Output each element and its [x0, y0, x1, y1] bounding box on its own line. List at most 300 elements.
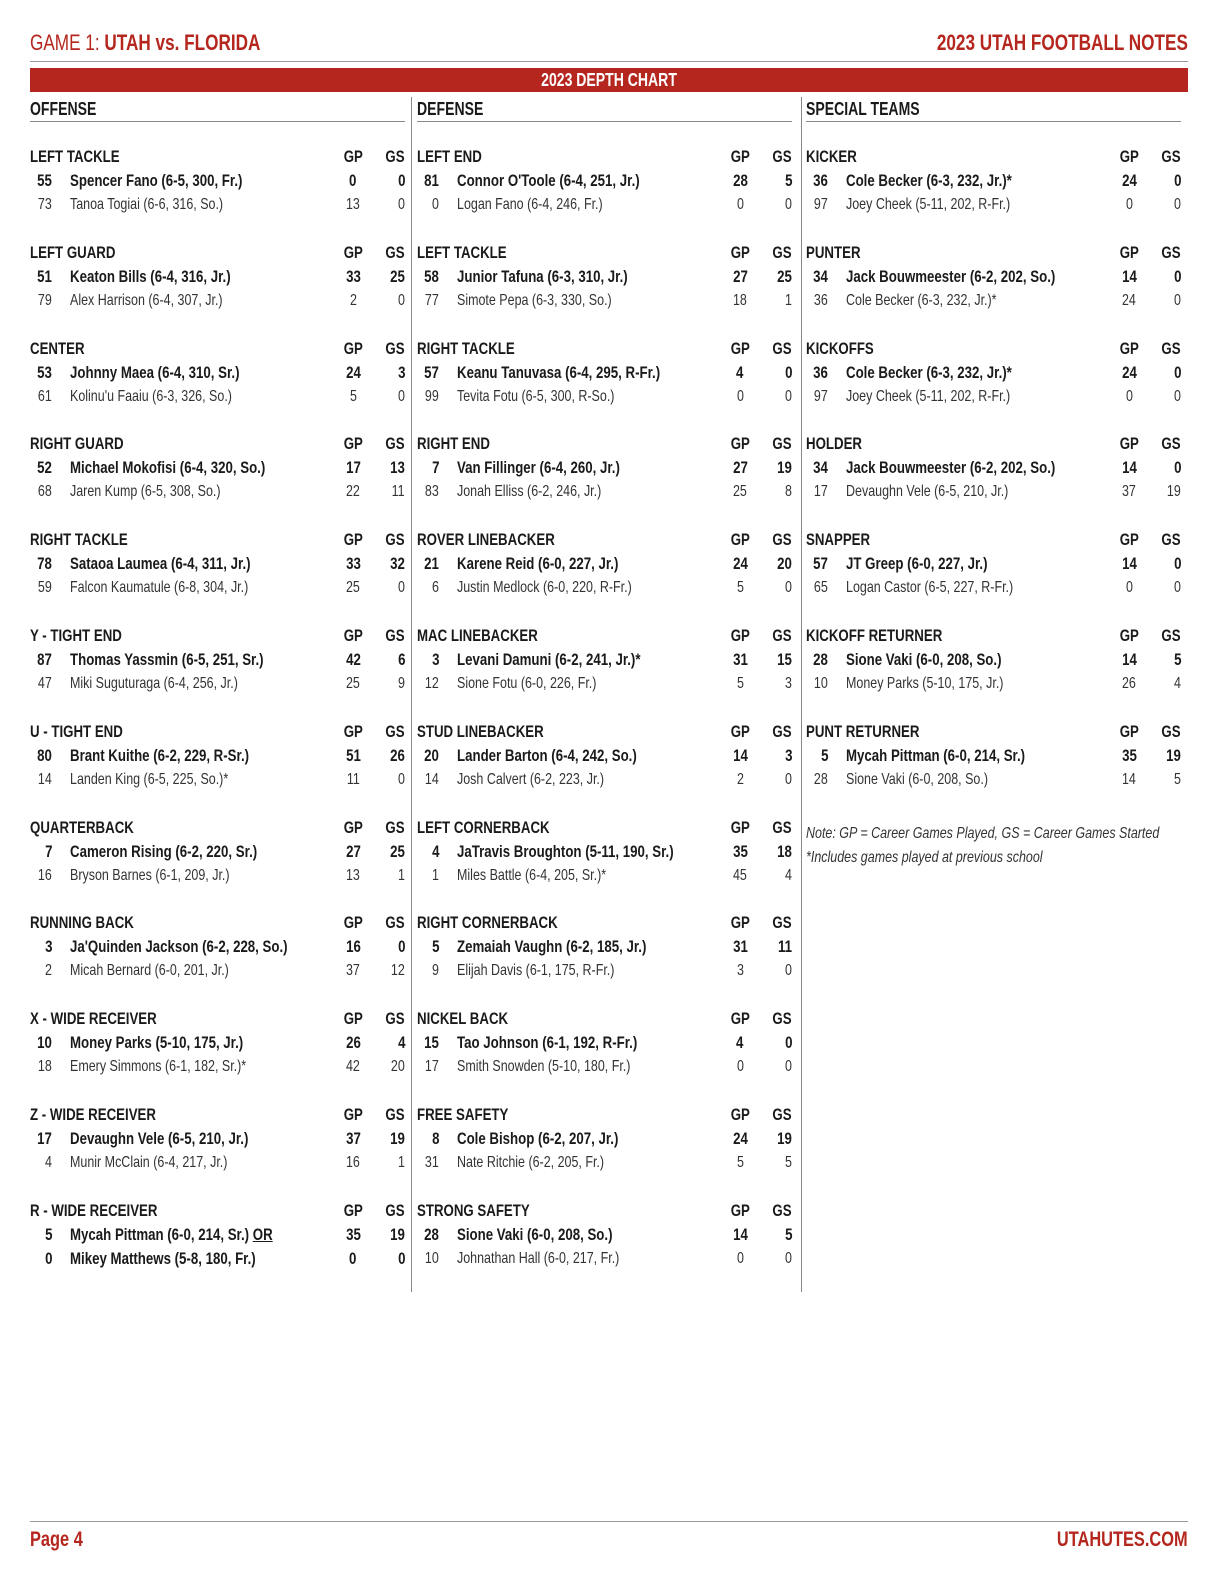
- games-started-cell: [767, 1055, 792, 1079]
- games-played: 27: [732, 458, 748, 478]
- games-played-cell: [340, 385, 366, 409]
- games-started-cell: [380, 1055, 405, 1079]
- position-label: FREE SAFETY: [417, 1105, 509, 1124]
- gs-label: GS: [385, 434, 405, 454]
- games-started-cell: [380, 169, 405, 193]
- position-label-cell: [417, 1007, 534, 1031]
- games-started-cell: [1156, 480, 1181, 504]
- games-started-cell: [767, 1247, 792, 1271]
- player-name-cell: [70, 385, 278, 409]
- games-started: 0: [785, 1058, 792, 1076]
- player-name: Brant Kuithe (6-2, 229, R-Sr.): [70, 745, 250, 765]
- games-played-cell: [340, 456, 366, 480]
- backup-row: [806, 576, 1181, 600]
- jersey-number: 0: [432, 196, 439, 213]
- jersey-number: 28: [424, 1224, 439, 1244]
- games-played-cell: [340, 193, 366, 217]
- games-started: 0: [1173, 458, 1181, 478]
- gs-label-cell: [380, 145, 405, 169]
- jersey-number: 34: [813, 458, 828, 478]
- games-played-cell: [727, 1031, 753, 1055]
- gp-label-cell: [727, 816, 753, 840]
- gp-label-cell: [727, 624, 753, 648]
- position-group: [417, 720, 792, 792]
- games-started: 0: [1173, 266, 1181, 286]
- gs-label-cell: [1156, 432, 1181, 456]
- games-played: 13: [346, 196, 360, 213]
- games-played-cell: [727, 193, 753, 217]
- gs-label: GS: [1161, 434, 1181, 454]
- position-header: [806, 145, 1181, 169]
- games-played-cell: [1116, 289, 1142, 313]
- player-name-cell: [70, 1031, 292, 1055]
- gp-label-cell: [340, 624, 366, 648]
- jersey-number: 97: [814, 387, 828, 405]
- games-started-cell: [767, 456, 792, 480]
- gp-label: GP: [730, 530, 750, 550]
- games-started-cell: [1156, 385, 1181, 409]
- games-started-cell: [767, 672, 792, 696]
- player-name: Michael Mokofisi (6-4, 320, So.): [70, 458, 266, 478]
- jersey-number-cell: [30, 864, 52, 888]
- jersey-number-cell: [806, 480, 828, 504]
- player-name: Emery Simmons (6-1, 182, Sr.)*: [70, 1058, 247, 1076]
- backup-row: [806, 672, 1181, 696]
- jersey-number-cell: [417, 648, 439, 672]
- player-name-cell: [457, 1127, 664, 1151]
- games-started-cell: [380, 1247, 405, 1271]
- jersey-number-cell: [30, 935, 52, 959]
- games-started: 4: [785, 866, 792, 884]
- player-name-cell: [457, 552, 664, 576]
- player-name-cell: [457, 361, 717, 385]
- position-label: RUNNING BACK: [30, 913, 134, 933]
- games-started-cell: [767, 361, 792, 385]
- position-header: [30, 1007, 405, 1031]
- player-name-cell: [457, 840, 735, 864]
- games-played: 4: [736, 362, 744, 382]
- gp-label-cell: [340, 1007, 366, 1031]
- position-group: [806, 432, 1181, 504]
- player-name-cell: [846, 672, 1048, 696]
- position-group: [417, 432, 792, 504]
- player-name-cell: [70, 935, 349, 959]
- games-played: 16: [345, 937, 361, 957]
- jersey-number: 80: [37, 745, 52, 765]
- jersey-number: 18: [38, 1058, 52, 1076]
- position-label-cell: [30, 1199, 193, 1223]
- games-started-cell: [380, 840, 405, 864]
- starter-row: [417, 1127, 792, 1151]
- position-header: [417, 528, 792, 552]
- games-started-cell: [767, 840, 792, 864]
- gp-label-cell: [727, 528, 753, 552]
- banner-title: 2023 DEPTH CHART: [541, 70, 677, 90]
- gp-label: GP: [730, 147, 750, 166]
- gs-label-cell: [767, 337, 792, 361]
- jersey-number: 81: [424, 171, 439, 190]
- games-played-cell: [340, 1247, 366, 1271]
- games-played-cell: [727, 864, 753, 888]
- gs-label: GS: [772, 147, 792, 166]
- jersey-number: 73: [38, 196, 52, 213]
- starter-row: [30, 552, 405, 576]
- gs-label-cell: [380, 720, 405, 744]
- games-played: 28: [732, 171, 748, 190]
- position-label: RIGHT GUARD: [30, 434, 124, 454]
- games-started: 1: [398, 1154, 405, 1171]
- games-played-cell: [727, 1127, 753, 1151]
- position-header: [417, 145, 792, 169]
- jersey-number-cell: [30, 552, 52, 576]
- games-played-cell: [727, 480, 753, 504]
- position-label: RIGHT CORNERBACK: [417, 913, 558, 933]
- jersey-number: 2: [45, 962, 52, 980]
- gp-label: GP: [343, 1009, 363, 1029]
- jersey-number: 0: [44, 1248, 52, 1268]
- games-played: 22: [346, 483, 360, 501]
- gs-label: GS: [772, 530, 792, 550]
- backup-row: [806, 768, 1181, 792]
- games-started-cell: [767, 193, 792, 217]
- games-started: 3: [397, 362, 405, 382]
- gp-label-cell: [727, 1007, 753, 1031]
- games-started-cell: [767, 576, 792, 600]
- games-started: 19: [1167, 483, 1181, 501]
- games-played: 25: [733, 483, 747, 501]
- games-started: 0: [784, 362, 792, 382]
- position-group: [30, 1103, 405, 1175]
- position-header: [806, 241, 1181, 265]
- position-label-cell: [417, 816, 587, 840]
- games-played: 5: [349, 387, 357, 405]
- games-started: 0: [1174, 196, 1181, 213]
- jersey-number-cell: [417, 768, 439, 792]
- games-started-cell: [767, 552, 792, 576]
- games-played: 26: [1122, 675, 1136, 692]
- player-name-cell: [457, 193, 644, 217]
- games-played: 37: [1122, 483, 1136, 501]
- player-name: Landen King (6-5, 225, So.)*: [70, 770, 229, 788]
- games-started-cell: [1156, 289, 1181, 313]
- jersey-number-cell: [417, 361, 439, 385]
- games-played: 2: [349, 291, 357, 309]
- gs-label: GS: [385, 1105, 405, 1124]
- gp-label: GP: [730, 1200, 750, 1220]
- games-started-cell: [380, 385, 405, 409]
- gp-label-cell: [340, 911, 366, 935]
- backup-row: [806, 480, 1181, 504]
- games-played-cell: [1116, 361, 1142, 385]
- games-started-cell: [380, 768, 405, 792]
- note-gp-gs: Note: GP = Career Games Played, GS = Career Games Started: [806, 825, 1160, 842]
- gs-label: GS: [385, 242, 405, 262]
- jersey-number: 9: [432, 962, 439, 980]
- position-label-cell: [806, 528, 888, 552]
- gp-label-cell: [727, 241, 753, 265]
- player-name: Cole Bishop (6-2, 207, Jr.): [457, 1129, 619, 1148]
- games-started-cell: [767, 385, 792, 409]
- games-played-cell: [1116, 385, 1142, 409]
- gs-label: GS: [1161, 721, 1181, 741]
- games-played: 11: [346, 770, 360, 788]
- gs-label-cell: [380, 1199, 405, 1223]
- gs-label: GS: [1161, 626, 1181, 645]
- position-label-cell: [417, 624, 572, 648]
- games-started: 12: [391, 962, 405, 980]
- games-started: 0: [398, 291, 405, 309]
- position-group: [417, 911, 792, 983]
- jersey-number-cell: [30, 840, 52, 864]
- games-started-cell: [380, 193, 405, 217]
- games-played: 37: [346, 962, 360, 980]
- bottom-divider: [30, 1521, 1188, 1522]
- player-name-cell: [70, 648, 318, 672]
- games-started: 0: [398, 196, 405, 213]
- games-played: 17: [345, 458, 361, 478]
- jersey-number-cell: [30, 1223, 52, 1247]
- starter-row: [806, 552, 1181, 576]
- gp-label-cell: [727, 911, 753, 935]
- player-name-cell: [846, 768, 1028, 792]
- games-started-cell: [1156, 456, 1181, 480]
- position-label-cell: [417, 720, 579, 744]
- position-label: PUNTER: [806, 242, 861, 262]
- jersey-number: 7: [431, 458, 439, 478]
- games-started: 9: [398, 675, 405, 692]
- games-started: 6: [397, 650, 405, 669]
- games-played: 33: [345, 554, 361, 574]
- position-header: [417, 1007, 792, 1031]
- position-header: [30, 911, 405, 935]
- games-played-cell: [727, 744, 753, 768]
- position-label-cell: [806, 432, 878, 456]
- position-header: [30, 816, 405, 840]
- gs-label: GS: [772, 434, 792, 454]
- jersey-number-cell: [30, 361, 52, 385]
- jersey-number-cell: [417, 1247, 439, 1271]
- game-label: [30, 30, 325, 56]
- games-played: 27: [345, 841, 361, 861]
- jersey-number-cell: [417, 1127, 439, 1151]
- gs-label-cell: [1156, 145, 1181, 169]
- player-name: Jonah Elliss (6-2, 246, Jr.): [457, 483, 602, 501]
- jersey-number: 7: [44, 841, 52, 861]
- player-name-cell: [457, 265, 676, 289]
- games-played: 24: [732, 554, 748, 574]
- gp-label-cell: [727, 720, 753, 744]
- jersey-number-cell: [417, 1055, 439, 1079]
- games-played-cell: [340, 840, 366, 864]
- games-started: 11: [392, 483, 405, 501]
- position-label-cell: [417, 241, 532, 265]
- player-name: Simote Pepa (6-3, 330, So.): [457, 291, 612, 309]
- games-started-cell: [1156, 672, 1181, 696]
- position-label: LEFT TACKLE: [30, 147, 120, 166]
- player-name: Alex Harrison (6-4, 307, Jr.): [70, 291, 223, 309]
- games-started: 5: [1174, 770, 1181, 788]
- games-started: 0: [398, 387, 405, 405]
- position-header: [417, 241, 792, 265]
- player-name: Cole Becker (6-3, 232, Jr.)*: [846, 362, 1012, 382]
- gp-label-cell: [340, 816, 366, 840]
- gs-label-cell: [1156, 528, 1181, 552]
- player-name-cell: [457, 768, 646, 792]
- jersey-number-cell: [417, 935, 439, 959]
- player-name: Johnathan Hall (6-0, 217, Fr.): [457, 1249, 620, 1267]
- games-played-cell: [340, 480, 366, 504]
- position-label: LEFT CORNERBACK: [417, 817, 550, 837]
- gs-label-cell: [767, 1103, 792, 1127]
- starter-row: [417, 361, 792, 385]
- gp-label-cell: [1116, 528, 1142, 552]
- games-started-cell: [767, 480, 792, 504]
- gs-label: GS: [385, 626, 405, 645]
- games-started: 4: [397, 1033, 405, 1053]
- jersey-number: 87: [37, 650, 52, 669]
- games-played-cell: [727, 1055, 753, 1079]
- games-started-cell: [380, 361, 405, 385]
- games-played-cell: [727, 169, 753, 193]
- player-name: Elijah Davis (6-1, 175, R-Fr.): [457, 962, 615, 980]
- jersey-number-cell: [30, 1127, 52, 1151]
- jersey-number: 52: [37, 458, 52, 478]
- gs-label: GS: [385, 530, 405, 550]
- player-name-cell: [846, 744, 1076, 768]
- games-started-cell: [767, 935, 792, 959]
- player-name-cell: [846, 385, 1056, 409]
- player-name-cell: [457, 1247, 665, 1271]
- position-label: X - WIDE RECEIVER: [30, 1009, 157, 1029]
- player-name: Jaren Kump (6-5, 308, So.): [70, 483, 221, 501]
- player-name-cell: [70, 672, 285, 696]
- website-text[interactable]: UTAHUTES.COM: [1057, 1528, 1188, 1551]
- games-started-cell: [1156, 552, 1181, 576]
- games-played: 14: [1121, 458, 1137, 478]
- games-started: 5: [784, 1224, 792, 1244]
- jersey-number: 61: [38, 387, 52, 405]
- games-played: 14: [1121, 554, 1137, 574]
- backup-row: [417, 768, 792, 792]
- jersey-number: 5: [820, 745, 828, 765]
- games-started: 0: [397, 937, 405, 957]
- player-name: Money Parks (5-10, 175, Jr.): [846, 675, 1004, 692]
- games-played-cell: [1116, 552, 1142, 576]
- gs-label: GS: [385, 338, 405, 358]
- gp-label: GP: [730, 242, 750, 262]
- games-started-cell: [767, 289, 792, 313]
- position-label-cell: [417, 1103, 534, 1127]
- gs-label-cell: [767, 816, 792, 840]
- games-started: 19: [777, 458, 792, 478]
- backup-row: [417, 1055, 792, 1079]
- position-label-cell: [30, 720, 149, 744]
- games-played-cell: [340, 672, 366, 696]
- games-played: 14: [732, 745, 748, 765]
- gp-label: GP: [343, 626, 363, 645]
- player-name-cell: [70, 768, 273, 792]
- player-name-cell: [457, 576, 681, 600]
- player-name-cell: [457, 959, 659, 983]
- gs-label: GS: [1161, 147, 1181, 166]
- games-started: 0: [397, 1248, 405, 1268]
- games-played: 5: [736, 1154, 744, 1171]
- jersey-number-cell: [417, 193, 439, 217]
- gp-label-cell: [340, 432, 366, 456]
- games-started: 13: [390, 458, 405, 478]
- player-name-cell: [457, 289, 655, 313]
- player-name-cell: [457, 1223, 656, 1247]
- jersey-number: 58: [424, 266, 439, 286]
- backup-row: [30, 1151, 405, 1175]
- jersey-number-cell: [30, 1247, 52, 1271]
- games-started: 11: [777, 937, 792, 957]
- position-group: [30, 528, 405, 600]
- position-header: [30, 528, 405, 552]
- games-started: 32: [390, 554, 405, 574]
- position-label: STUD LINEBACKER: [417, 721, 544, 741]
- games-started-cell: [380, 552, 405, 576]
- position-header: [30, 241, 405, 265]
- position-label: U - TIGHT END: [30, 721, 123, 741]
- player-name-cell: [457, 1151, 646, 1175]
- gp-label: GP: [1119, 147, 1139, 166]
- gs-label: GS: [385, 1009, 405, 1029]
- gp-label: GP: [730, 817, 750, 837]
- player-name-cell: [70, 289, 266, 313]
- page-number: [30, 1528, 98, 1552]
- player-name-cell: [457, 935, 700, 959]
- player-name-cell: [70, 169, 291, 193]
- games-started: 0: [1173, 554, 1181, 574]
- position-label: KICKOFF RETURNER: [806, 626, 943, 645]
- starter-row: [417, 1031, 792, 1055]
- player-name: Logan Fano (6-4, 246, Fr.): [457, 196, 603, 213]
- position-label-cell: [806, 720, 951, 744]
- games-played: 42: [345, 650, 361, 669]
- gs-label: GS: [772, 242, 792, 262]
- player-name: Tao Johnson (6-1, 192, R-Fr.): [457, 1033, 638, 1053]
- games-started: 25: [390, 266, 405, 286]
- position-group: [30, 145, 405, 217]
- jersey-number: 14: [425, 770, 439, 788]
- starter-row: [30, 456, 405, 480]
- position-label-cell: [30, 1103, 192, 1127]
- position-header: [417, 720, 792, 744]
- player-name: Sione Vaki (6-0, 208, So.): [846, 770, 988, 788]
- player-name: Miki Suguturaga (6-4, 256, Jr.): [70, 675, 238, 692]
- jersey-number-cell: [806, 576, 828, 600]
- games-started: 8: [785, 483, 792, 501]
- games-played-cell: [727, 1151, 753, 1175]
- jersey-number-cell: [30, 480, 52, 504]
- games-started-cell: [380, 1223, 405, 1247]
- jersey-number: 68: [38, 483, 52, 501]
- games-played: 24: [732, 1129, 748, 1148]
- jersey-number: 3: [431, 650, 439, 669]
- games-played-cell: [727, 648, 753, 672]
- gp-label: GP: [1119, 721, 1139, 741]
- player-name: JT Greep (6-0, 227, Jr.): [846, 554, 988, 574]
- player-name-cell: [70, 1247, 308, 1271]
- games-played-cell: [340, 1055, 366, 1079]
- gp-label-cell: [1116, 337, 1142, 361]
- games-started-cell: [767, 1223, 792, 1247]
- games-played: 4: [736, 1033, 744, 1053]
- website-link[interactable]: [1020, 1528, 1188, 1552]
- jersey-number-cell: [806, 648, 828, 672]
- games-played: 0: [736, 196, 744, 213]
